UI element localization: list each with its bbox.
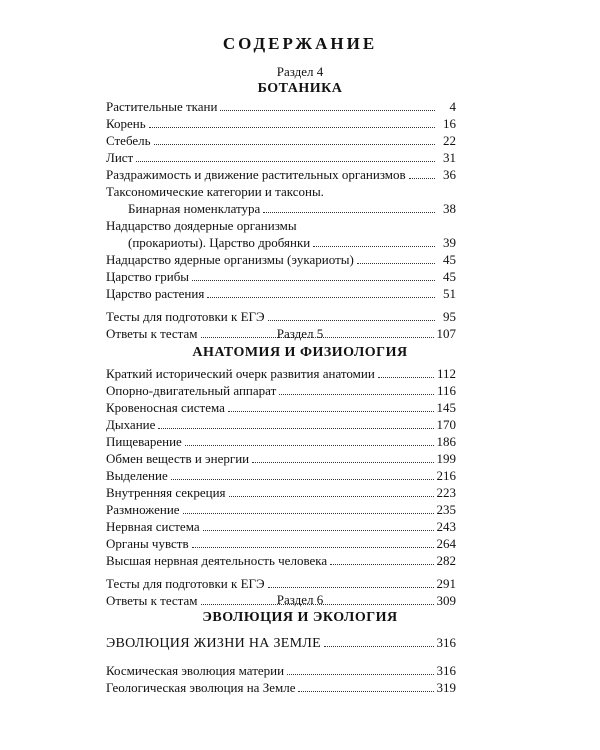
toc-entry-title: Внутренняя секреция [106,485,226,500]
toc-entry-title: Растительные ткани [106,99,218,114]
toc-entry-page: 243 [436,519,456,534]
toc-entry-page: 186 [436,434,456,449]
toc-entry-page: 264 [436,536,456,551]
toc-entry[interactable] [106,399,456,416]
toc-entry[interactable] [106,518,456,535]
toc-entry-page: 107 [436,326,456,341]
toc-entry-page: 235 [436,502,456,517]
toc-entry-title: Раздражимость и движение растительных организмов [106,167,406,182]
toc-entry-page: 4 [449,99,456,114]
section-4-entries [106,98,456,342]
section-6-title: ЭВОЛЮЦИЯ И ЭКОЛОГИЯ [202,610,398,625]
toc-entry[interactable] [106,365,456,382]
toc-entry[interactable] [106,285,456,302]
dot-leader [268,310,435,321]
toc-entry-title: Ответы к тестам [106,326,198,341]
section-4-label: Раздел 4 [276,64,324,79]
toc-entry-title: Тесты для подготовки к ЕГЭ [106,576,265,591]
toc-entry-page: 319 [436,680,456,695]
dot-leader [263,202,435,213]
toc-entry-title: Царство грибы [106,269,190,284]
toc-entry-title: Космическая эволюция материи [106,663,285,678]
dot-leader [279,384,434,395]
dot-leader [192,537,434,548]
toc-entry-page: 45 [443,252,456,267]
toc-entry[interactable] [106,433,456,450]
toc-entry[interactable] [106,634,456,652]
page-heading: СОДЕРЖАНИЕ [222,34,378,53]
toc-entry-title: Таксономические категории и таксоны. [106,184,324,199]
toc-entry-title: Корень [106,116,146,131]
toc-entry[interactable] [106,575,456,592]
toc-entry[interactable] [106,115,456,132]
toc-entry[interactable] [106,484,456,501]
dot-leader [324,636,433,647]
toc-entry-page: 31 [443,150,456,165]
toc-entry-page: 16 [443,116,456,131]
toc-entry-page: 316 [436,663,456,678]
toc-entry-title: Высшая нервная деятельность человека [106,553,328,568]
toc-entry[interactable] [106,268,456,285]
toc-entry[interactable] [106,662,456,679]
dot-leader [154,134,435,145]
toc-entry-page: 216 [436,468,456,483]
toc-entry-page: 95 [443,309,456,324]
toc-entry-title: Опорно-двигательный аппарат [106,383,277,398]
toc-entry-title: Кровеносная система [106,400,225,415]
toc-entry-title: Выделение [106,468,168,483]
dot-leader [203,520,434,531]
toc-entry-page: 22 [443,133,456,148]
dot-leader [228,401,434,412]
toc-entry-title: Органы чувств [106,536,189,551]
toc-entry[interactable] [106,501,456,518]
toc-entry-page: 223 [436,485,456,500]
toc-entry[interactable] [106,416,456,433]
toc-entry[interactable] [106,535,456,552]
dot-leader [229,486,434,497]
toc-entry[interactable] [106,234,456,251]
toc-entry-page: 309 [436,593,456,608]
toc-entry[interactable] [106,251,456,268]
toc-entry-title: Тесты для подготовки к ЕГЭ [106,309,265,324]
section-6-label: Раздел 6 [276,592,324,607]
toc-entry-title: Надцарство ядерные организмы (эукариоты) [106,252,354,267]
dot-leader [357,253,435,264]
toc-entry[interactable] [106,183,456,200]
dot-leader [378,367,434,378]
toc-entry[interactable] [106,308,456,325]
toc-entry[interactable] [106,166,456,183]
toc-entry-page: 38 [443,201,456,216]
toc-entry[interactable] [106,679,456,696]
dot-leader [149,117,435,128]
toc-entry-title: Дыхание [106,417,156,432]
dot-leader [171,469,434,480]
dot-leader [313,236,435,247]
dot-leader [158,418,433,429]
dot-leader [192,270,435,281]
toc-entry-page: 316 [436,635,456,650]
toc-entry[interactable] [106,382,456,399]
toc-entry-title: Геологическая эволюция на Земле [106,680,296,695]
toc-entry-page: 39 [443,235,456,250]
toc-entry-page: 116 [436,383,456,398]
toc-entry-page: 145 [436,400,456,415]
toc-entry[interactable] [106,132,456,149]
section-5-title: АНАТОМИЯ И ФИЗИОЛОГИЯ [192,345,408,360]
toc-entry-title: Царство растения [106,286,205,301]
toc-entry[interactable] [106,200,456,217]
dot-leader [136,151,435,162]
toc-entry-title: Надцарство доядерные организмы [106,218,297,233]
toc-entry-page: 291 [436,576,456,591]
toc-entry-page: 112 [436,366,456,381]
toc-entry-title: Бинарная номенклатура [128,201,261,216]
section-6-entries [106,634,456,696]
toc-entry-page: 282 [436,553,456,568]
toc-entry[interactable] [106,552,456,569]
toc-entry-page: 199 [436,451,456,466]
toc-entry-title: Краткий исторический очерк развития анатомии [106,366,375,381]
section-5-label: Раздел 5 [276,326,324,341]
dot-leader [268,577,434,588]
toc-entry-title: Лист [106,150,134,165]
toc-entry-title: Ответы к тестам [106,593,198,608]
dot-leader [207,287,435,298]
toc-entry-page: 170 [436,417,456,432]
toc-entry[interactable] [106,217,456,234]
section-5-entries [106,365,456,609]
toc-entry-title: Нервная система [106,519,200,534]
dot-leader [252,452,433,463]
toc-entry[interactable] [106,149,456,166]
toc-entry-title: (прокариоты). Царство дробянки [128,235,311,250]
toc-entry[interactable] [106,467,456,484]
dot-leader [185,435,434,446]
dot-leader [183,503,434,514]
dot-leader [220,100,435,111]
toc-entry[interactable] [106,98,456,115]
toc-entry-title: Обмен веществ и энергии [106,451,250,466]
section-4-title: БОТАНИКА [257,81,343,96]
dot-leader [409,168,435,179]
dot-leader [287,664,433,675]
toc-entry-title: Размножение [106,502,180,517]
dot-leader [298,681,433,692]
toc-entry-title: ЭВОЛЮЦИЯ ЖИЗНИ НА ЗЕМЛЕ [106,636,322,651]
toc-entry-page: 51 [443,286,456,301]
dot-leader [330,554,433,565]
toc-entry-title: Стебель [106,133,151,148]
toc-entry-page: 45 [443,269,456,284]
toc-entry[interactable] [106,450,456,467]
toc-entry-page: 36 [443,167,456,182]
toc-entry-title: Пищеварение [106,434,182,449]
